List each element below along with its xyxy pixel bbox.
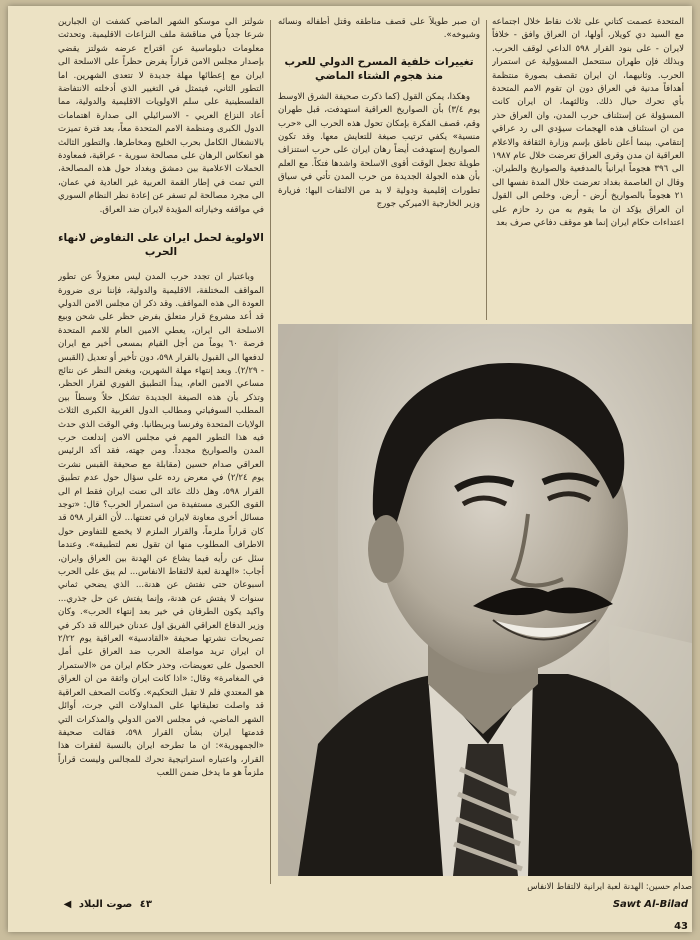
section-heading-2: الاولوية لحمل ايران على التفاوض لانهاء الحرب [58,232,264,259]
footer-page-number-ar: ٤٣ [139,899,152,910]
footer-page-number: 43 [674,921,688,932]
column-rule-2 [270,20,271,884]
article-column-right [492,16,684,316]
portrait-photo [278,324,692,876]
column-middle-text: وهكذا، يمكن القول (كما ذكرت صحيفة الشرق الاوسط يوم ٣/٤) بأن الصواريخ العراقية استهدفت، قبل طهران وقم، قصف الفكرة بإمكان تحول هذه الحرب الى «حرب منسية» يكفي ترتيب صيغة للتعايش معها. وقد تكون الصواريخ إستهدفت أيضاً رهان ايران على حرب استنزاف طويلة تجعل الوقت أقوى الاسلحة واشدها فتكاً. مع العلم بأن هذه الجولة الجديدة من حرب المدن تأتي في سياق تطورات إقليمية ودولية لا بد من الالتفات اليها: فزيارة وزير الخارجية الاميركي جورج [278,91,480,210]
footer-magazine-name-ar: صوت البلاد [78,899,133,910]
footer-arrow-icon: ◀ [63,899,72,910]
article-column-left [58,16,264,890]
article-column-middle [278,16,480,316]
section-heading-1: تغييرات خلفية المسرح الدولي للعرب منذ هجوم الشتاء الماضي [284,55,474,82]
footer-left [32,894,152,916]
footer-magazine-name-en: Sawt Al-Bilad [612,899,688,910]
column-right-text: المتحدة عصمت كتاني على ثلاث نقاط خلال اجتماعه مع السيد دي كويلار، أولها، ان العراق وافق - خلافاً لايران - على بنود القرار ٥٩٨ الداعي لوقف الحرب. وبذلك فإن طهران ستتحمل المسؤولية عن استمرار الحرب. وثانيهما، ان ايران تقصف بصورة منتظمة أهدافاً مدنية في العراق دون ان تقوم الامم المتحدة بأي تحرك حيال ذلك. وثالثهما، ان ايران كانت المسؤولة عن إستئناف حرب المدن، وان العراق حذر من ان استئناف هذه الهجمات سيؤدي الى رد عراقي إنتقامي. بينما أعلن ناطق بإسم وزارة الثقافة والاعلام العراقية ان مدن وقرى العراق تعرضت خلال عام ١٩٨٧ الى ٣٩٦ هجوماً ايرانياً بالمدفعية والصواريخ والطيران. وقال ان العاصمة بغداد تعرضت خلال المدة نفسها الى ٢١ هجوماً بالصواريخ أرض - أرض. وخلص الى القول ان العراق يؤكد ان ما يقوم به من رد حازم على اعتداءات حكام ايران إنما هو موقف دفاعي صرف بعد [492,17,684,229]
column-middle-lead: ان صبر طويلاً على قصف مناطقه وقتل أطفاله ونسائه وشيوخه». [278,17,480,41]
footer-right [592,894,688,932]
column-left-text-2: وباعتبار ان تجدد حرب المدن ليس معزولاً عن تطور المواقف المختلفة، الاقليمية والدولية، فإننا نرى ضرورة العودة الى هذه المواقف. وقد ذكر ان مجلس الامن الدولي قد أعد مشروع قرار متعلق بفرض حظر على شحن وبيع الاسلحة الى ايران، يعطي الامين العام للامم المتحدة فرصة ٦٠ يوماً من أجل القيام بمسعى أخير مع ايران لدفعها الى القبول بالقرار ٥٩٨، دون تأخير أو تعديل (القبس - ٢/٢٩). وبعد إنتهاء مهلة الشهرين، وبغض النظر عن نتائج مساعي الامين العام، يبدأ التطبيق الفوري لقرار الحظر، وتذكر بأن هذه الصيغة الجديدة تشكل حلاً وسطاً بين المطلب السوفياتي ومطالب الدول الغربية الكبرى الثلاث الولايات المتحدة وفرنسا وبريطانيا. وفي الوقت الذي حدث فيه هذا التطور المهم في مجلس الامن إندلعت حرب المدن والصواريخ مجدداً. ومن جهته، فقد أكد الرئيس العراقي صدام حسين (مقابلة مع صحيفة القبس نشرت يوم ٢/٢٤) في معرض رده على سؤال حول عدم تطبيق القرار ٥٩٨، وهل ذلك عائد الى تعنت ايران فقط ام الى القوى الكبرى مستفيدة من استمرار الحرب؟ قال: «توجد مسائل أخرى معاونة لايران في تعنتها... لأن القرار ٥٩٨ قد كان قراراً ملزماً، والقرار الملزم لا يخضع للتفاوض حول الاطراف المطلوب منها ان تقول نعم لتطبيقه». وعندما سئل عن رأيه فيما يشاع عن الهدنة بين العراق وايران، أجاب: «الهدنة لعبة لالتقاط الانفاس... لم يبق على الحرب اسبوعان حتى نفتش عن هدنة... الذي يضحي ثماني سنوات لا يفتش عن هدنة، وإنما يفتش عن حل جذري... واكيد يكون الطرفان في خير بعد إنتهاء الحرب». وكان وزير الدفاع العراقي الفريق اول عدنان خيرالله قد ذكر في تصريحات نشرتها صحيفة «القادسية» العراقية يوم ٢/٢٢ ان ايران تريد مواصلة الحرب ضد العراق على أمل الحصول على تعويضات، وحذر حكام ايران من «الاستمرار في المغامرة» وقال: «اذا كانت ايران واثقة من ان العراق هو المعتدي فلم لا تقبل التحكيم». وكانت الصحف العراقية قد واصلت تعليقاتها على المداولات التي جرت، أوائل الشهر الماضي، في مجلس الامن الدولي والمذكرات التي قدمتها ايران بشأن القرار ٥٩٨، فقالت صحيفة «الجمهورية»: ان ما تطرحه ايران بالنسبة لفقرات هذا القرار، واعتباره استراتيجية تحرك للمجالس وليست قراراً ملزماً هو ما يدخل ضمن اللعب [58,272,264,779]
column-left-text: شولتز الى موسكو الشهر الماضي كشفت ان الجبارين شرعا جدياً في مناقشة ملف النزاعات الاقليمية. وتحدثت معلومات دبلوماسية عن اقتراح عرضه شولتز يقضي بإصدار مجلس الامن قراراً يفرض حظراً على الاسلحة الى ايران مع إعطائها مهلة جديدة لا تتعدى الشهرين. اما التطور الثاني، فيتمثل في التغيير الذي أدخلته الانتفاضة الفلسطينية على سلم الاولويات الاقليمية والدولية، مما أعاد النزاع العربي - الاسرائيلي الى صدارة اهتمامات الدول الكبرى ومنظمة الامم المتحدة معاً، بعد فترة تميزت بالانشغال الكامل بحرب الخليج ومخاطرها. والتطور الثالث هو انعكاس الرهان على مصالحة سورية - عراقية، فمعاودة الحملات الاعلامية بين دمشق وبغداد حول هذه المصالحة، التي تمت في إطار القمة العربية غير العادية في عمان، الى مجرد مصالحة لم تسفر عن إعادة نظر النظام السوري في مواقفه وخياراته المؤيدة لايران ضد العراق. [58,17,264,215]
magazine-page [8,6,692,932]
photo-caption: صدام حسين: الهدنة لعبة ايرانية لالتقاط الانفاس [527,881,692,891]
column-rule-1 [486,20,487,320]
portrait-illustration [278,324,692,876]
